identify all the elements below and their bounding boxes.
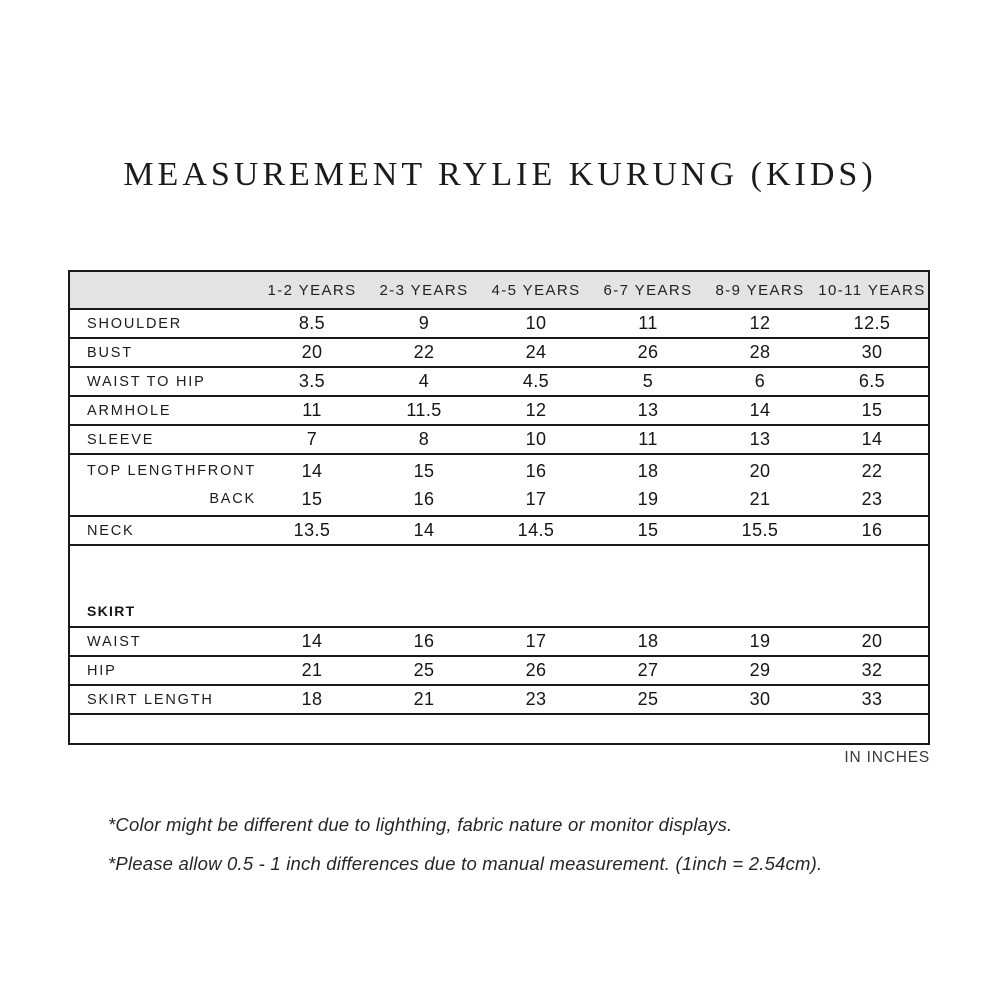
unit-note: IN INCHES	[844, 749, 930, 766]
measurement-value: 4.5	[522, 371, 550, 391]
measurement-value: 30	[861, 342, 883, 362]
measurement-value: 25	[413, 660, 435, 680]
measurement-value: 14	[301, 460, 323, 481]
measurement-value: 14	[749, 400, 771, 420]
measurement-value: 13	[749, 429, 771, 449]
measurement-value: 18	[637, 460, 659, 481]
measurement-value: 10	[525, 429, 547, 449]
measurement-value: 15	[861, 400, 883, 420]
table-row-hip	[68, 655, 930, 686]
column-header-1-2-years: 1-2 YEARS	[267, 281, 357, 299]
table-header-row	[68, 270, 930, 310]
measurement-value: 21	[301, 660, 323, 680]
measurement-value: 15	[413, 460, 435, 481]
measurement-table	[68, 270, 930, 745]
measurement-value: 20	[861, 631, 883, 651]
measurement-value: 5	[642, 371, 654, 391]
skirt-section-row	[68, 544, 930, 628]
row-label: SHOULDER	[87, 315, 182, 332]
measurement-value: 32	[861, 660, 883, 680]
measurement-value: 11	[638, 313, 658, 333]
measurement-value: 15.5	[741, 520, 779, 540]
column-header-8-9-years: 8-9 YEARS	[715, 281, 805, 299]
measurement-value: 4	[418, 371, 430, 391]
back-sublabel: BACK	[209, 491, 256, 507]
measurement-value: 17	[525, 488, 547, 509]
measurement-value: 29	[749, 660, 771, 680]
table-row-top-length	[68, 453, 930, 517]
table-row-bust	[68, 337, 930, 368]
row-label: SKIRT LENGTH	[87, 691, 214, 708]
measurement-value: 24	[525, 342, 547, 362]
top-length-back-label-cell	[70, 491, 256, 507]
measurement-value: 8	[418, 429, 430, 449]
measurement-value: 3.5	[298, 371, 326, 391]
measurement-value: 16	[413, 488, 435, 509]
column-header-4-5-years: 4-5 YEARS	[491, 281, 581, 299]
footnote-color: *Color might be different due to lighthing, fabric nature or monitor displays.	[108, 814, 733, 835]
measurement-value: 8.5	[298, 313, 326, 333]
table-row-shoulder	[68, 308, 930, 339]
measurement-value: 26	[637, 342, 659, 362]
measurement-value: 26	[525, 660, 547, 680]
table-row-armhole	[68, 395, 930, 426]
measurement-value: 21	[749, 488, 771, 509]
row-label: NECK	[87, 522, 135, 539]
measurement-value: 6	[754, 371, 766, 391]
measurement-value: 13	[637, 400, 659, 420]
measurement-value: 9	[418, 313, 430, 333]
table-row-skirt-length	[68, 684, 930, 715]
top-length-label-cell	[70, 463, 256, 479]
row-label: HIP	[87, 662, 117, 679]
table-row-sleeve	[68, 424, 930, 455]
row-label: WAIST TO HIP	[87, 373, 206, 390]
measurement-value: 10	[525, 313, 547, 333]
measurement-value: 6.5	[858, 371, 886, 391]
row-label: BUST	[87, 344, 133, 361]
front-sublabel: FRONT	[197, 463, 257, 479]
table-row-waist-to-hip	[68, 366, 930, 397]
measurement-value: 12.5	[853, 313, 891, 333]
footnotes	[108, 814, 822, 892]
page-title: MEASUREMENT RYLIE KURUNG (KIDS)	[123, 155, 877, 193]
measurement-value: 27	[637, 660, 659, 680]
measurement-value: 14	[861, 429, 883, 449]
row-label: SLEEVE	[87, 431, 155, 448]
measurement-value: 15	[637, 520, 659, 540]
row-label: TOP LENGTH	[87, 463, 198, 479]
measurement-value: 14	[301, 631, 323, 651]
measurement-value: 14.5	[517, 520, 555, 540]
measurement-value: 12	[749, 313, 771, 333]
measurement-value: 22	[413, 342, 435, 362]
column-header-2-3-years: 2-3 YEARS	[379, 281, 469, 299]
table-row-neck	[68, 515, 930, 546]
column-header-10-11-years: 10-11 YEARS	[818, 281, 926, 299]
measurement-value: 20	[301, 342, 323, 362]
measurement-value: 15	[301, 488, 323, 509]
measurement-value: 12	[525, 400, 547, 420]
measurement-value: 30	[749, 689, 771, 709]
row-label: WAIST	[87, 633, 142, 650]
top-length-back-row	[70, 485, 928, 513]
measurement-value: 22	[861, 460, 883, 481]
table-row-waist	[68, 626, 930, 657]
measurement-value: 11.5	[406, 400, 442, 420]
measurement-value: 13.5	[293, 520, 331, 540]
top-length-front-row	[70, 457, 928, 485]
measurement-value: 19	[749, 631, 771, 651]
table-empty-bottom-row	[68, 713, 930, 745]
measurement-value: 33	[861, 689, 883, 709]
measurement-value: 18	[637, 631, 659, 651]
measurement-value: 25	[637, 689, 659, 709]
measurement-value: 11	[638, 429, 658, 449]
measurement-value: 20	[749, 460, 771, 481]
skirt-section-label: SKIRT	[87, 603, 136, 619]
measurement-value: 18	[301, 689, 323, 709]
measurement-value: 16	[525, 460, 547, 481]
measurement-value: 16	[413, 631, 435, 651]
measurement-value: 14	[413, 520, 435, 540]
measurement-value: 16	[861, 520, 883, 540]
measurement-value: 17	[525, 631, 547, 651]
footnote-measurement-tolerance: *Please allow 0.5 - 1 inch differences due to manual measurement. (1inch = 2.54cm).	[108, 853, 823, 874]
measurement-value: 11	[302, 400, 322, 420]
measurement-value: 21	[413, 689, 435, 709]
measurement-value: 23	[525, 689, 547, 709]
measurement-value: 28	[749, 342, 771, 362]
measurement-value: 19	[637, 488, 659, 509]
measurement-value: 23	[861, 488, 883, 509]
measurement-value: 7	[306, 429, 318, 449]
row-label: ARMHOLE	[87, 402, 172, 419]
column-header-6-7-years: 6-7 YEARS	[603, 281, 693, 299]
